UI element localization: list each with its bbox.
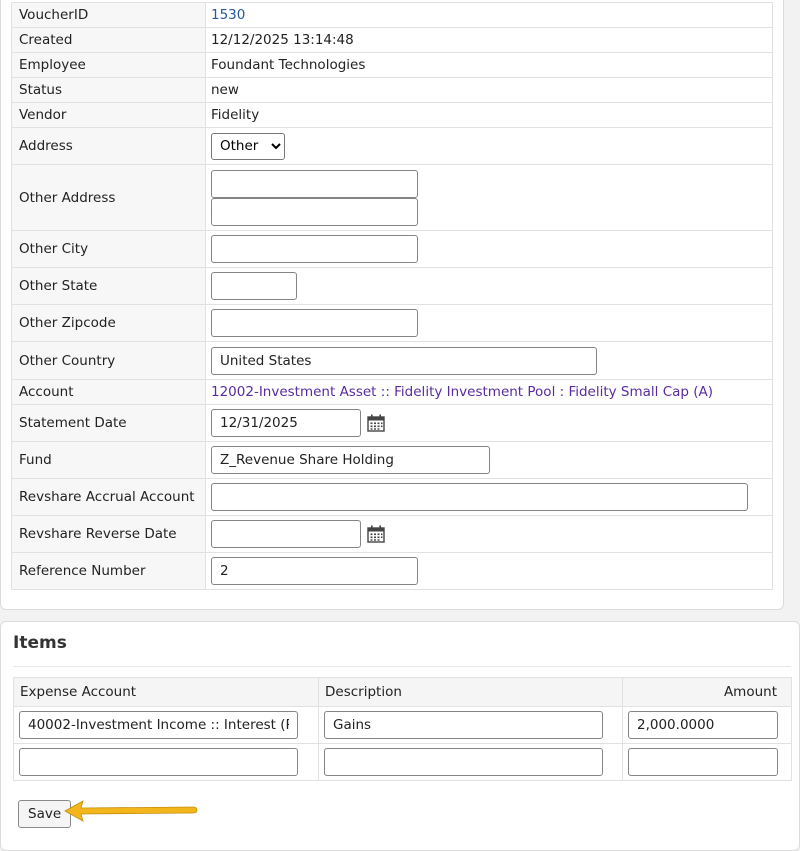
description-input[interactable] <box>324 748 603 776</box>
account-link[interactable]: 12002-Investment Asset :: Fidelity Investment Pool : Fidelity Small Cap (A) <box>211 384 714 400</box>
statement-date-group <box>211 409 765 437</box>
amount-header: Amount <box>623 678 792 707</box>
calendar-icon[interactable] <box>367 525 385 543</box>
items-table <box>13 677 792 781</box>
other-city-label: Other City <box>12 231 206 268</box>
employee-value: Foundant Technologies <box>206 53 773 78</box>
status-value: new <box>206 78 773 103</box>
items-title: Items <box>13 633 67 653</box>
amount-input[interactable] <box>628 711 778 739</box>
description-header: Description <box>319 678 623 707</box>
created-label: Created <box>12 28 206 53</box>
row-other-zipcode <box>12 305 773 342</box>
row-other-address <box>12 165 773 231</box>
other-state-input[interactable] <box>211 272 297 300</box>
table-row <box>14 707 792 744</box>
row-statement-date <box>12 405 773 442</box>
reference-number-input[interactable] <box>211 557 418 585</box>
revshare-accrual-account-label: Revshare Accrual Account <box>12 479 206 516</box>
vendor-value: Fidelity <box>206 103 773 128</box>
revshare-accrual-account-input[interactable] <box>211 483 748 511</box>
row-vendor <box>12 103 773 128</box>
row-fund <box>12 442 773 479</box>
other-country-input[interactable] <box>211 347 597 375</box>
row-voucher-id <box>12 3 773 28</box>
row-status <box>12 78 773 103</box>
row-address <box>12 128 773 165</box>
expense-account-input[interactable] <box>19 711 298 739</box>
other-zipcode-input[interactable] <box>211 309 418 337</box>
amount-input[interactable] <box>628 748 778 776</box>
save-button[interactable]: Save <box>18 800 71 828</box>
vendor-label: Vendor <box>12 103 206 128</box>
voucher-detail-table <box>11 2 773 590</box>
row-reference-number <box>12 553 773 590</box>
voucher-id-link[interactable]: 1530 <box>211 7 246 23</box>
row-created <box>12 28 773 53</box>
other-state-label: Other State <box>12 268 206 305</box>
address-label: Address <box>12 128 206 165</box>
created-value: 12/12/2025 13:14:48 <box>206 28 773 53</box>
row-other-city <box>12 231 773 268</box>
calendar-icon[interactable] <box>367 414 385 432</box>
fund-input[interactable] <box>211 446 490 474</box>
reference-number-label: Reference Number <box>12 553 206 590</box>
revshare-reverse-date-group <box>211 520 765 548</box>
arrow-pointer-icon <box>61 798 201 822</box>
other-city-input[interactable] <box>211 235 418 263</box>
address-select[interactable] <box>211 133 285 160</box>
row-other-country <box>12 342 773 380</box>
other-address-line2-input[interactable] <box>211 198 418 226</box>
employee-label: Employee <box>12 53 206 78</box>
description-input[interactable] <box>324 711 603 739</box>
row-account <box>12 380 773 405</box>
row-other-state <box>12 268 773 305</box>
other-address-line1-input[interactable] <box>211 170 418 198</box>
items-divider <box>13 666 791 667</box>
table-row <box>14 744 792 781</box>
statement-date-label: Statement Date <box>12 405 206 442</box>
expense-account-header: Expense Account <box>14 678 319 707</box>
other-address-label: Other Address <box>12 165 206 231</box>
row-revshare-accrual-account <box>12 479 773 516</box>
row-employee <box>12 53 773 78</box>
revshare-reverse-date-input[interactable] <box>211 520 361 548</box>
items-header-row <box>14 678 792 707</box>
expense-account-input[interactable] <box>19 748 298 776</box>
other-zipcode-label: Other Zipcode <box>12 305 206 342</box>
voucher-id-label: VoucherID <box>12 3 206 28</box>
revshare-reverse-date-label: Revshare Reverse Date <box>12 516 206 553</box>
status-label: Status <box>12 78 206 103</box>
other-country-label: Other Country <box>12 342 206 380</box>
fund-label: Fund <box>12 442 206 479</box>
account-label: Account <box>12 380 206 405</box>
items-panel <box>0 621 800 851</box>
row-revshare-reverse-date <box>12 516 773 553</box>
statement-date-input[interactable] <box>211 409 361 437</box>
